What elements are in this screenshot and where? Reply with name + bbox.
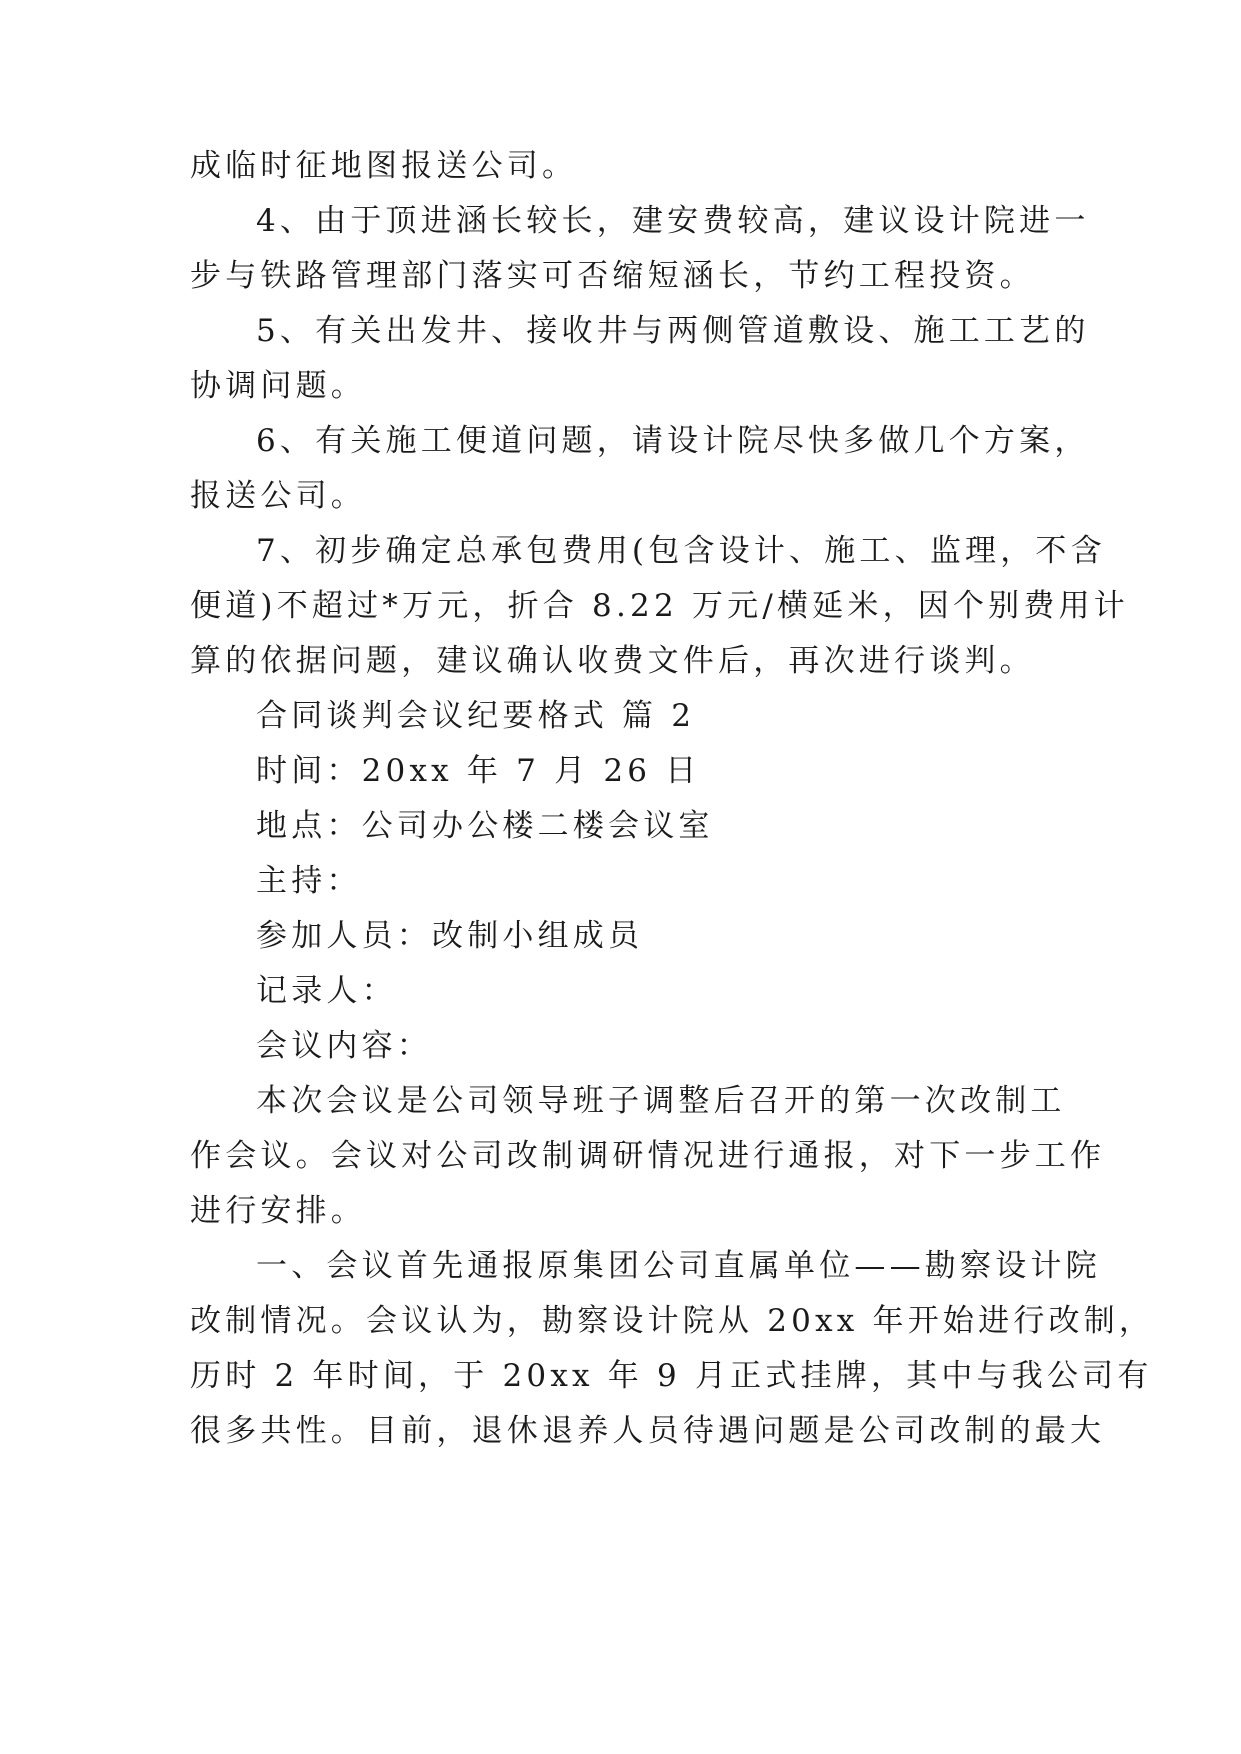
text-line: 很多共性。目前，退休退养人员待遇问题是公司改制的最大 xyxy=(190,1413,1106,1449)
text-line: 本次会议是公司领导班子调整后召开的第一次改制工 xyxy=(256,1083,1066,1119)
text-line: 6、有关施工便道问题，请设计院尽快多做几个方案， xyxy=(256,423,1090,459)
meeting-location: 地点：公司办公楼二楼会议室 xyxy=(256,808,714,844)
meeting-attendees: 参加人员：改制小组成员 xyxy=(256,918,644,954)
text-line: 5、有关出发井、接收井与两侧管道敷设、施工工艺的 xyxy=(256,313,1090,349)
text-line: 成临时征地图报送公司。 xyxy=(190,148,578,184)
text-line: 便道)不超过*万元，折合 8.22 万元/横延米，因个别费用计 xyxy=(190,588,1129,624)
text-line: 7、初步确定总承包费用(包含设计、施工、监理，不含 xyxy=(256,533,1106,569)
text-line: 报送公司。 xyxy=(190,478,366,514)
text-line: 作会议。会议对公司改制调研情况进行通报，对下一步工作 xyxy=(190,1138,1106,1174)
text-line: 历时 2 年时间，于 20xx 年 9 月正式挂牌，其中与我公司有 xyxy=(190,1358,1153,1394)
meeting-recorder: 记录人： xyxy=(256,973,397,1009)
meeting-time: 时间：20xx 年 7 月 26 日 xyxy=(256,753,701,789)
text-line: 4、由于顶进涵长较长，建安费较高，建议设计院进一 xyxy=(256,203,1090,239)
text-line: 步与铁路管理部门落实可否缩短涵长，节约工程投资。 xyxy=(190,258,1035,294)
text-line: 改制情况。会议认为，勘察设计院从 20xx 年开始进行改制， xyxy=(190,1303,1155,1339)
text-line: 进行安排。 xyxy=(190,1193,366,1229)
text-line: 协调问题。 xyxy=(190,368,366,404)
meeting-host: 主持： xyxy=(256,863,362,899)
text-line: 算的依据问题，建议确认收费文件后，再次进行谈判。 xyxy=(190,643,1035,679)
section-heading: 合同谈判会议纪要格式 篇 2 xyxy=(256,698,696,734)
text-line: 一、会议首先通报原集团公司直属单位——勘察设计院 xyxy=(256,1248,1101,1284)
meeting-content-label: 会议内容： xyxy=(256,1028,432,1064)
